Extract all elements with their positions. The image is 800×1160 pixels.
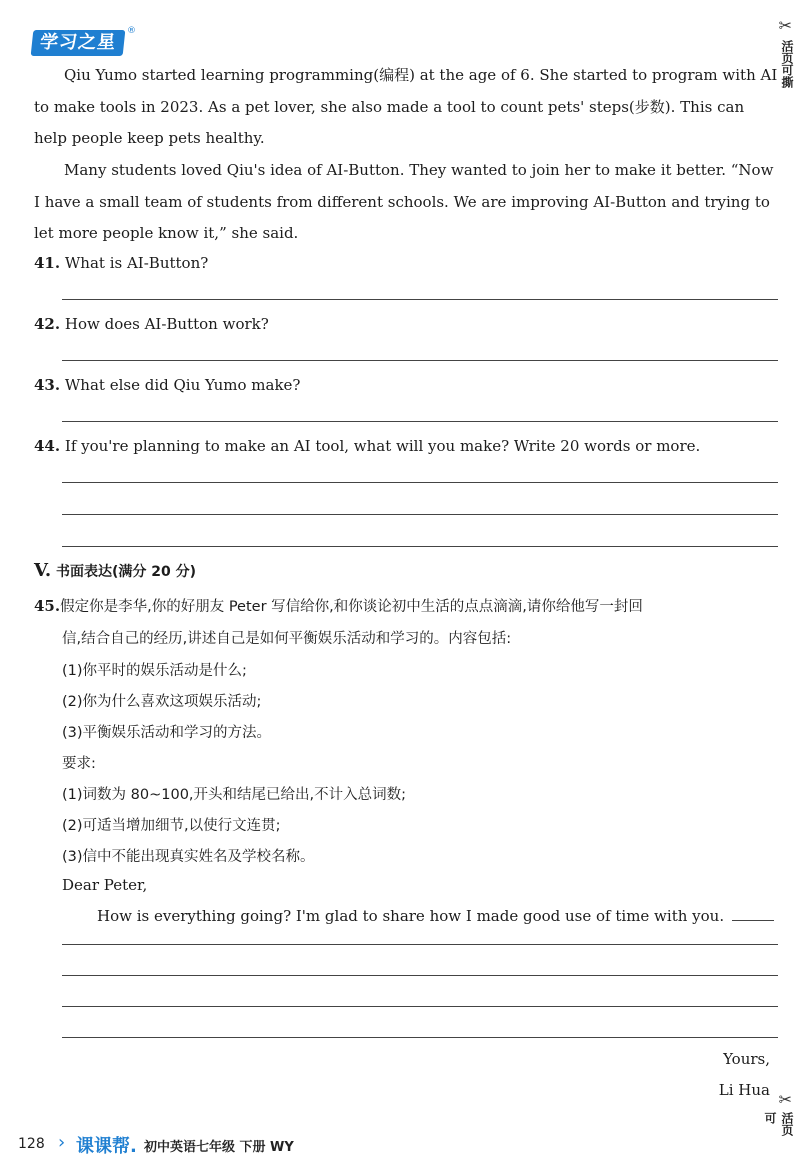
- task-point-1: (1)你平时的娱乐活动是什么;: [62, 663, 247, 679]
- chevron-right-icon: ›: [58, 1132, 66, 1153]
- question-number: 42.: [34, 315, 61, 333]
- question-text: How does AI-Button work?: [64, 315, 269, 333]
- task-point-2: (2)你为什么喜欢这项娱乐活动;: [62, 694, 262, 710]
- letter-opening: [97, 907, 774, 925]
- scissors-icon: ✂: [778, 1090, 792, 1109]
- writing-blank-start[interactable]: [732, 920, 774, 921]
- writing-line-1[interactable]: [62, 944, 778, 945]
- answer-line-41[interactable]: [62, 299, 778, 300]
- writing-line-4[interactable]: [62, 1037, 778, 1038]
- task-intro-line-2: 信,结合自己的经历,讲述自己是如何平衡娱乐活动和学习的。内容包括:: [62, 631, 512, 647]
- section-heading: [34, 560, 196, 581]
- publisher-logo: 学习之星: [31, 30, 126, 56]
- answer-line-44-3[interactable]: [62, 546, 778, 547]
- scissors-icon: ✂: [778, 16, 792, 35]
- passage-paragraph-1: Qiu Yumo started learning programming(编程) at the age of 6. She started to program with AI to make tools in 2023. As a pet lover, she also made a tool to count pets' steps(步数). This can help people keep pets healthy.: [34, 66, 778, 147]
- question-number: 43.: [34, 376, 61, 394]
- book-title: 初中英语七年级 下册 WY: [144, 1140, 294, 1155]
- letter-opening-text: How is everything going? I'm glad to share how I made good use of time with you.: [97, 907, 725, 925]
- answer-line-44-2[interactable]: [62, 514, 778, 515]
- section-title: 书面表达(满分 20 分): [55, 564, 196, 580]
- writing-line-2[interactable]: [62, 975, 778, 976]
- letter-greeting: Dear Peter,: [62, 876, 148, 894]
- requirement-3: (3)信中不能出现真实姓名及学校名称。: [62, 849, 315, 865]
- task-point-3: (3)平衡娱乐活动和学习的方法。: [62, 725, 272, 741]
- question-text: If you're planning to make an AI tool, what will you make? Write 20 words or more.: [64, 437, 701, 455]
- question-number: 41.: [34, 254, 61, 272]
- question-42: [34, 315, 269, 333]
- passage-paragraph-2: Many students loved Qiu's idea of AI-Button. They wanted to join her to make it better. “Now I have a small team of students from different schools. We are improving AI-Button and trying to let more people know it,” she said.: [34, 161, 774, 242]
- question-41: [34, 254, 208, 272]
- requirements-label: 要求:: [62, 756, 96, 772]
- letter-signature: Li Hua: [718, 1081, 770, 1099]
- page-number: 128: [18, 1136, 45, 1152]
- question-text: What else did Qiu Yumo make?: [64, 376, 301, 394]
- answer-line-42[interactable]: [62, 360, 778, 361]
- question-text: What is AI-Button?: [64, 254, 209, 272]
- question-number: 44.: [34, 437, 61, 455]
- answer-line-44-1[interactable]: [62, 482, 778, 483]
- requirement-2: (2)可适当增加细节,以使行文连贯;: [62, 818, 281, 834]
- task-number: 45.: [34, 597, 61, 615]
- registered-mark: ®: [127, 26, 136, 36]
- task-intro-text: 假定你是李华,你的好朋友 Peter 写信给你,和你谈论初中生活的点点滴滴,请你给他写一封回: [60, 599, 643, 615]
- tear-off-label-bottom: 活页可: [763, 1112, 794, 1136]
- section-number: V.: [34, 560, 52, 581]
- task-intro-line-1: [34, 595, 643, 616]
- answer-line-43[interactable]: [62, 421, 778, 422]
- brand-name: 课课帮.: [76, 1136, 137, 1157]
- letter-closing: Yours,: [723, 1050, 770, 1068]
- question-43: [34, 376, 300, 394]
- tear-off-label-top: 活页可撕: [780, 40, 794, 88]
- writing-line-3[interactable]: [62, 1006, 778, 1007]
- requirement-1: (1)词数为 80~100,开头和结尾已给出,不计入总词数;: [62, 787, 407, 803]
- question-44: [34, 437, 700, 455]
